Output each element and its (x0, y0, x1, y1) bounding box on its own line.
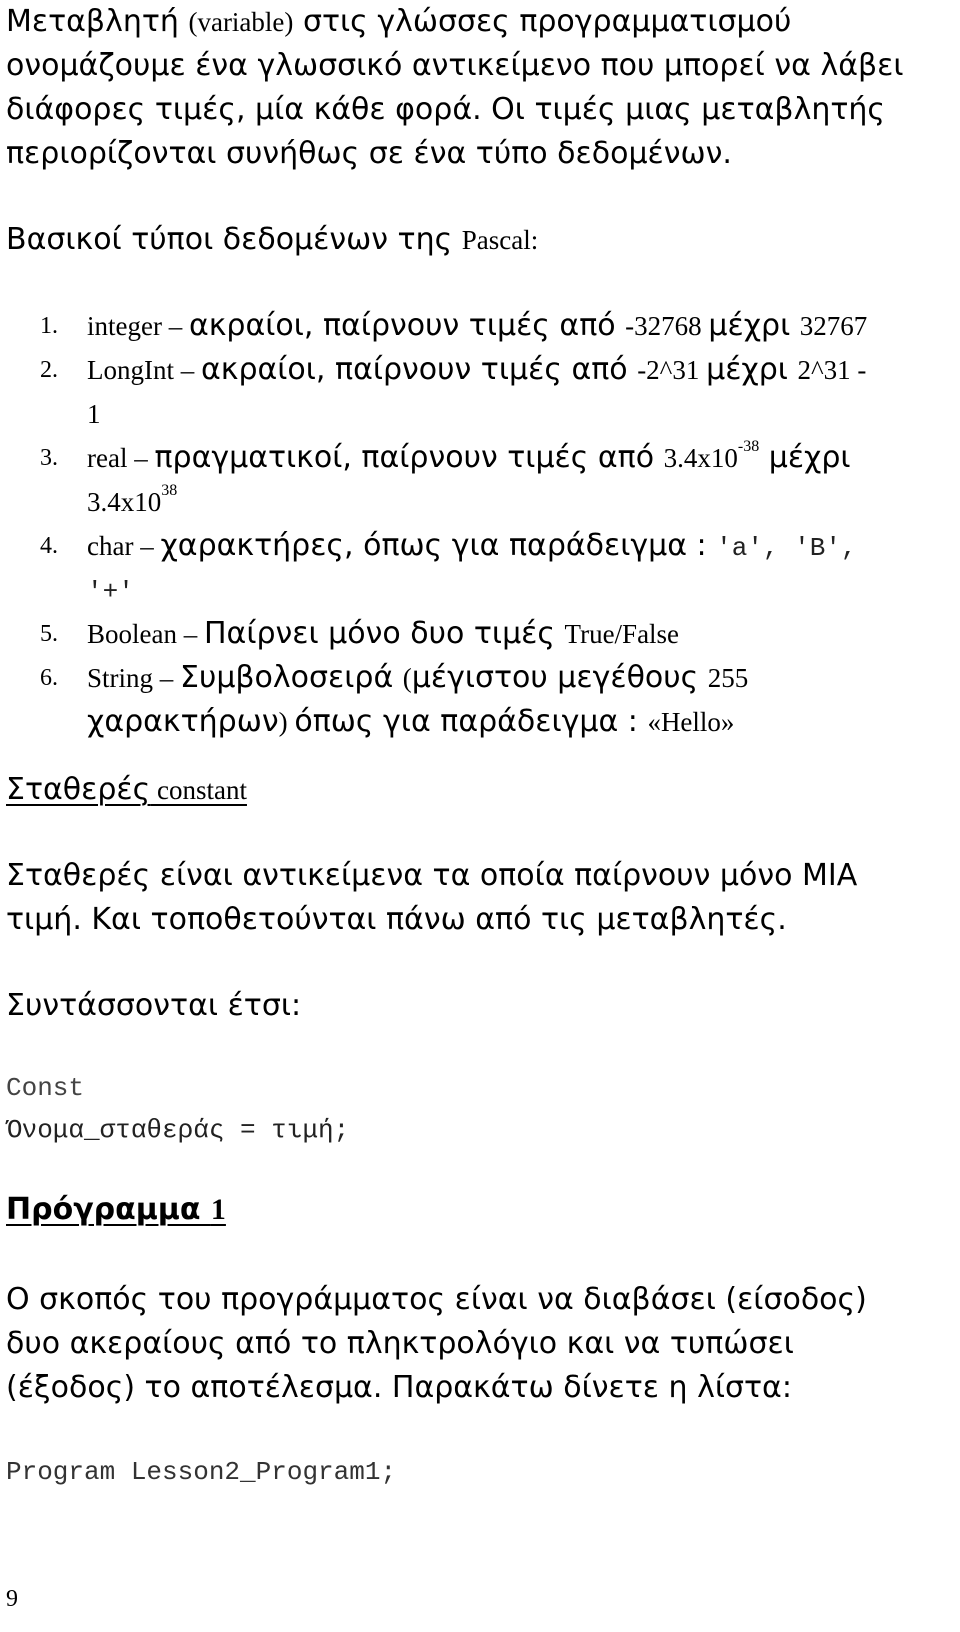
program-heading: Πρόγραμμα 1 (6, 1192, 226, 1227)
list-item: 5. Boolean – Παίρνει μόνο δυο τιμές True/False (40, 616, 680, 651)
intro-line: ονομάζουμε ένα γλωσσικό αντικείμενο που μπορεί να λάβει (6, 48, 904, 83)
syntax-label: Συντάσσονται έτσι: (6, 988, 302, 1023)
intro-paragraph (6, 0, 903, 176)
list-item: 4. char – χαρακτήρες, όπως για παράδειγμα : 'a', 'B', '+' (40, 528, 857, 607)
list-item: 3. real – πραγματικοί, παίρνουν τιμές από $3.4x10^{-38}$ μέχρι $3.4x10^{38}$ (40, 438, 851, 517)
constants-heading: Σταθερές constant (6, 772, 247, 807)
list-item: 6. String – Συμβολοσειρά (μέγιστου μεγέθους 255 χαρακτήρων) όπως για παράδειγμα : «Hello» (40, 660, 749, 739)
list-item: 2. LongInt – ακραίοι, παίρνουν τιμές από -2^31 μέχρι 2^31 - 1 (40, 352, 867, 429)
syntax-code: Const Όνομα_σταθεράς = τιμή; (6, 1073, 350, 1145)
intro-line: διάφορες τιμές, μία κάθε φορά. Οι τιμές μιας μεταβλητής (6, 92, 886, 127)
types-heading: Βασικοί τύποι δεδομένων της Pascal: (6, 222, 539, 257)
list-item: 1. integer – ακραίοι, παίρνουν τιμές από -32768 μέχρι 32767 (40, 308, 868, 343)
program-paragraph: Ο σκοπός του προγράμματος είναι να διαβάσει (είσοδος) δυο ακεραίους από το πληκτρολόγιο και να τυπώσει (έξοδος) το αποτέλεσμα. Παρακάτω δίνετε η λίστα: (6, 1282, 867, 1405)
program-code: Program Lesson2_Program1; (6, 1457, 397, 1487)
page-number: 9 (6, 1586, 18, 1612)
intro-line: περιορίζονται συνήθως σε ένα τύπο δεδομένων. (6, 136, 732, 171)
intro-line: Μεταβλητή (variable) στις γλώσσες προγραμματισμού (6, 4, 792, 39)
types-list (6, 304, 946, 744)
constants-paragraph: Σταθερές είναι αντικείμενα τα οποία παίρνουν μόνο ΜΙΑ τιμή. Και τοποθετούνται πάνω από τις μεταβλητές. (6, 858, 858, 937)
